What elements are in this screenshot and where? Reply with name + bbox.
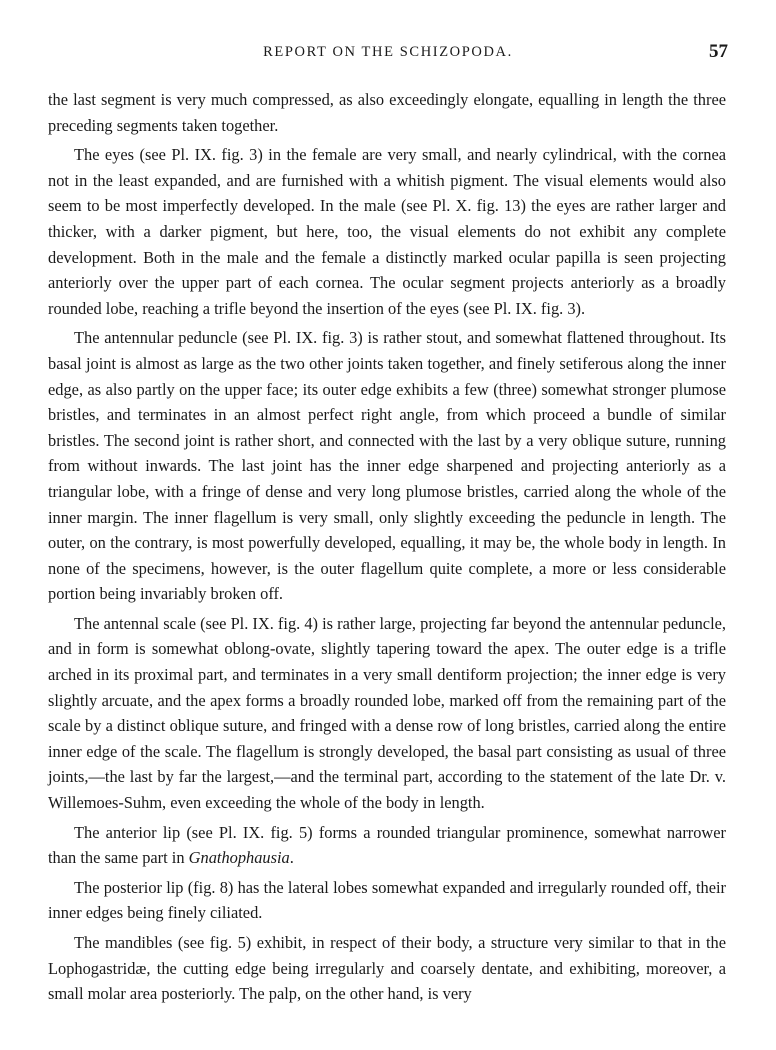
running-title: REPORT ON THE SCHIZOPODA. — [263, 44, 513, 60]
body-text — [48, 87, 726, 1011]
paragraph-continued: the last segment is very much compressed, as also exceedingly elongate, equalling in length the three preceding segments taken together. — [48, 90, 726, 135]
page-header — [48, 41, 728, 68]
paragraph-posterior-lip: The posterior lip (fig. 8) has the lateral lobes somewhat expanded and irregularly rounded off, their inner edges being finely ciliated. — [48, 877, 726, 923]
paragraph-antennular-peduncle: The antennular peduncle (see Pl. IX. fig. 3) is rather stout, and somewhat flattened throughout. Its basal joint is almost as large as the two other joints taken together, and finely setiferous along the inner edge, as also partly on the upper face; its outer edge exhibits a few (three) somewhat stronger plumose bristles, and terminates in an almost perfect right angle, from which proceed a bundle of similar bristles. The second joint is rather short, and connected with the last by a very oblique suture, running from without inwards. The last joint has the inner edge sharpened and projecting anteriorly as a triangular lobe, with a fringe of dense and very long plumose bristles, carried along the whole of the inner margin. The inner flagellum is very small, only slightly exceeding the peduncle in length. The outer, on the contrary, is most powerfully developed, equalling, it may be, the whole body in length. In none of the specimens, however, is the outer flagellum quite complete, a more or less considerable portion being invariably broken off. — [48, 328, 726, 604]
paragraph-eyes: The eyes (see Pl. IX. fig. 3) in the female are very small, and nearly cylindrical, with the cornea not in the least expanded, and are furnished with a whitish pigment. The visual elements would also seem to be most imperfectly developed. In the male (see Pl. X. fig. 13) the eyes are rather larger and thicker, with a darker pigment, but here, too, the visual elements do not exhibit any complete development. Both in the male and the female a distinctly marked ocular papilla is seen projecting anteriorly over the upper part of each cornea. The ocular segment projects anteriorly as a broadly rounded lobe, reaching a trifle beyond the insertion of the eyes (see Pl. IX. fig. 3). — [48, 145, 726, 318]
genus-name-italic: Gnathophausia — [188, 848, 290, 868]
paragraph-anterior-lip — [48, 820, 726, 871]
anterior-lip-text: The anterior lip (see Pl. IX. fig. 5) forms a rounded triangular prominence, somewhat narrower than the same part in — [48, 822, 726, 868]
anterior-lip-text-end: . — [289, 848, 294, 868]
page-number: 57 — [709, 41, 728, 62]
paragraph-antennal-scale: The antennal scale (see Pl. IX. fig. 4) is rather large, projecting far beyond the antennular peduncle, and in form is somewhat oblong-ovate, slightly tapering toward the apex. The outer edge is a trifle arched in its proximal part, and terminates in a very small dentiform projection; the inner edge is very slightly arcuate, and the apex forms a broadly rounded lobe, marked off from the remaining part of the scale by a distinct oblique suture, and fringed with a dense row of long bristles, carried along the entire inner edge of the scale. The flagellum is strongly developed, the basal part consisting as usual of three joints,—the last by far the largest,—and the terminal part, according to the statement of the late Dr. v. Willemoes-Suhm, even exceeding the whole of the body in length. — [48, 613, 726, 813]
paragraph-mandibles: The mandibles (see fig. 5) exhibit, in respect of their body, a structure very similar to that in the Lophogastridæ, the cutting edge being irregularly and coarsely dentate, and exhibiting, moreover, a small molar area posteriorly. The palp, on the other hand, is very — [48, 933, 726, 1004]
